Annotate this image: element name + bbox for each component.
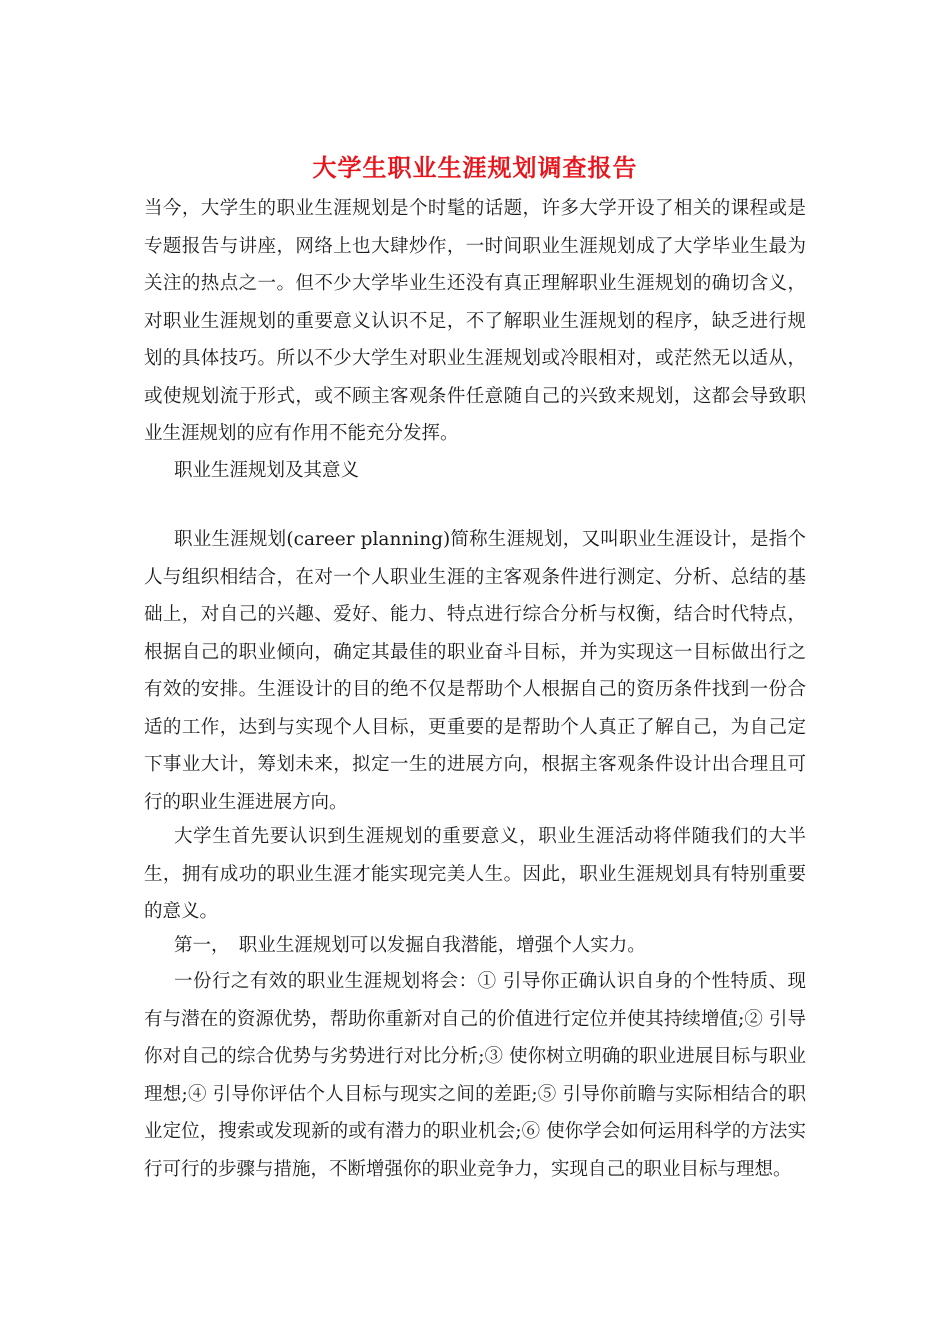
benefits-paragraph: 一份行之有效的职业生涯规划将会：① 引导你正确认识自身的个性特质、现有与潜在的资源优势，帮助你重新对自己的价值进行定位并使其持续增值;② 引导你对自己的综合优势与劣势进行对比分析;③ 使你树立明确的职业进展目标与职业理想;④ 引导你评估个人目标与现实之间的差距;⑤ 引导你前瞻与实际相结合的职业定位，搜索或发现新的或有潜力的职业机会;⑥ 使你学会如何运用科学的方法实行可行的步骤与措施，不断增强你的职业竞争力，实现自己的职业目标与理想。 <box>144 971 806 1180</box>
intro-paragraph: 当今，大学生的职业生涯规划是个时髦的话题，许多大学开设了相关的课程或是专题报告与讲座，网络上也大肆炒作，一时间职业生涯规划成了大学毕业生最为关注的热点之一。但不少大学毕业生还没有真正理解职业生涯规划的确切含义，对职业生涯规划的重要意义认识不足，不了解职业生涯规划的程序，缺乏进行规划的具体技巧。所以不少大学生对职业生涯规划或冷眼相对，或茫然无以适从，或使规划流于形式，或不顾主客观条件任意随自己的兴致来规划，这都会导致职业生涯规划的应有作用不能充分发挥。 <box>144 198 806 444</box>
document-title: 大学生职业生涯规划调查报告 <box>312 153 638 182</box>
definition-paragraph: 职业生涯规划(career planning)简称生涯规划，又叫职业生涯设计，是指个人与组织相结合，在对一个人职业生涯的主客观条件进行测定、分析、总结的基础上，对自己的兴趣、爱好、能力、特点进行综合分析与权衡，结合时代特点，根据自己的职业倾向，确定其最佳的职业奋斗目标，并为实现这一目标做出行之有效的安排。生涯设计的目的绝不仅是帮助个人根据自己的资历条件找到一份合适的工作，达到与实现个人目标，更重要的是帮助个人真正了解自己，为自己定下事业大计，筹划未来，拟定一生的进展方向，根据主客观条件设计出合理且可行的职业生涯进展方向。 <box>144 529 806 813</box>
section-heading: 职业生涯规划及其意义 <box>174 460 360 481</box>
first-point-paragraph: 第一， 职业生涯规划可以发掘自我潜能，增强个人实力。 <box>174 935 646 956</box>
importance-paragraph: 大学生首先要认识到生涯规划的重要意义，职业生涯活动将伴随我们的大半生，拥有成功的职业生涯才能实现完美人生。因此，职业生涯规划具有特别重要的意义。 <box>144 826 806 922</box>
